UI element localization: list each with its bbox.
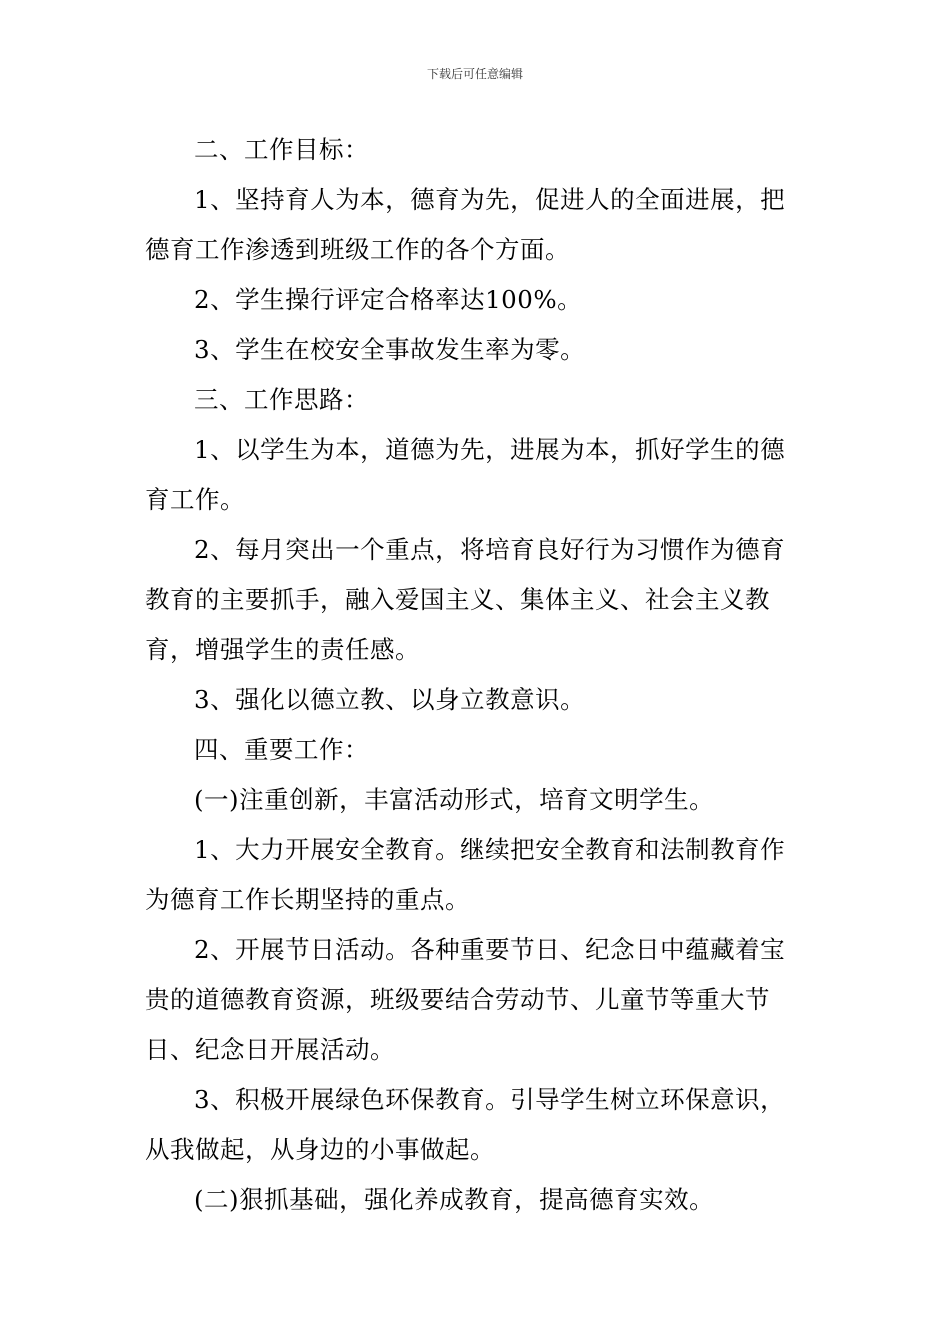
subsection-heading-2: (二)狠抓基础，强化养成教育，提高德育实效。: [194, 1185, 715, 1214]
approach-item-2: 2、每月突出一个重点，将培育良好行为习惯作为德育教育的主要抓手，融入爱国主义、集体主义、社会主义教育，增强学生的责任感。: [145, 535, 786, 664]
approach-item-1: 1、以学生为本，道德为先，进展为本，抓好学生的德育工作。: [145, 435, 786, 514]
section-heading-goals: 二、工作目标：: [194, 135, 369, 164]
goal-item-3: 3、学生在校安全事故发生率为零。: [194, 335, 586, 364]
document-body: [145, 125, 810, 1225]
page-header-note: 下载后可任意编辑: [426, 67, 523, 81]
approach-item-3: 3、强化以德立教、以身立教意识。: [194, 685, 586, 714]
work-item-1: 1、大力开展安全教育。继续把安全教育和法制教育作为德育工作长期坚持的重点。: [145, 835, 786, 914]
work-item-3: 3、积极开展绿色环保教育。引导学生树立环保意识，从我做起，从身边的小事做起。: [145, 1085, 786, 1164]
work-item-2: 2、开展节日活动。各种重要节日、纪念日中蕴藏着宝贵的道德教育资源，班级要结合劳动节、儿童节等重大节日、纪念日开展活动。: [145, 935, 786, 1064]
section-heading-main-work: 四、重要工作：: [194, 735, 369, 764]
goal-item-2: 2、学生操行评定合格率达100%。: [194, 285, 583, 314]
section-heading-approach: 三、工作思路：: [194, 385, 369, 414]
subsection-heading-1: (一)注重创新，丰富活动形式，培育文明学生。: [194, 785, 715, 814]
goal-item-1: 1、坚持育人为本，德育为先，促进人的全面进展，把德育工作渗透到班级工作的各个方面。: [145, 185, 786, 264]
